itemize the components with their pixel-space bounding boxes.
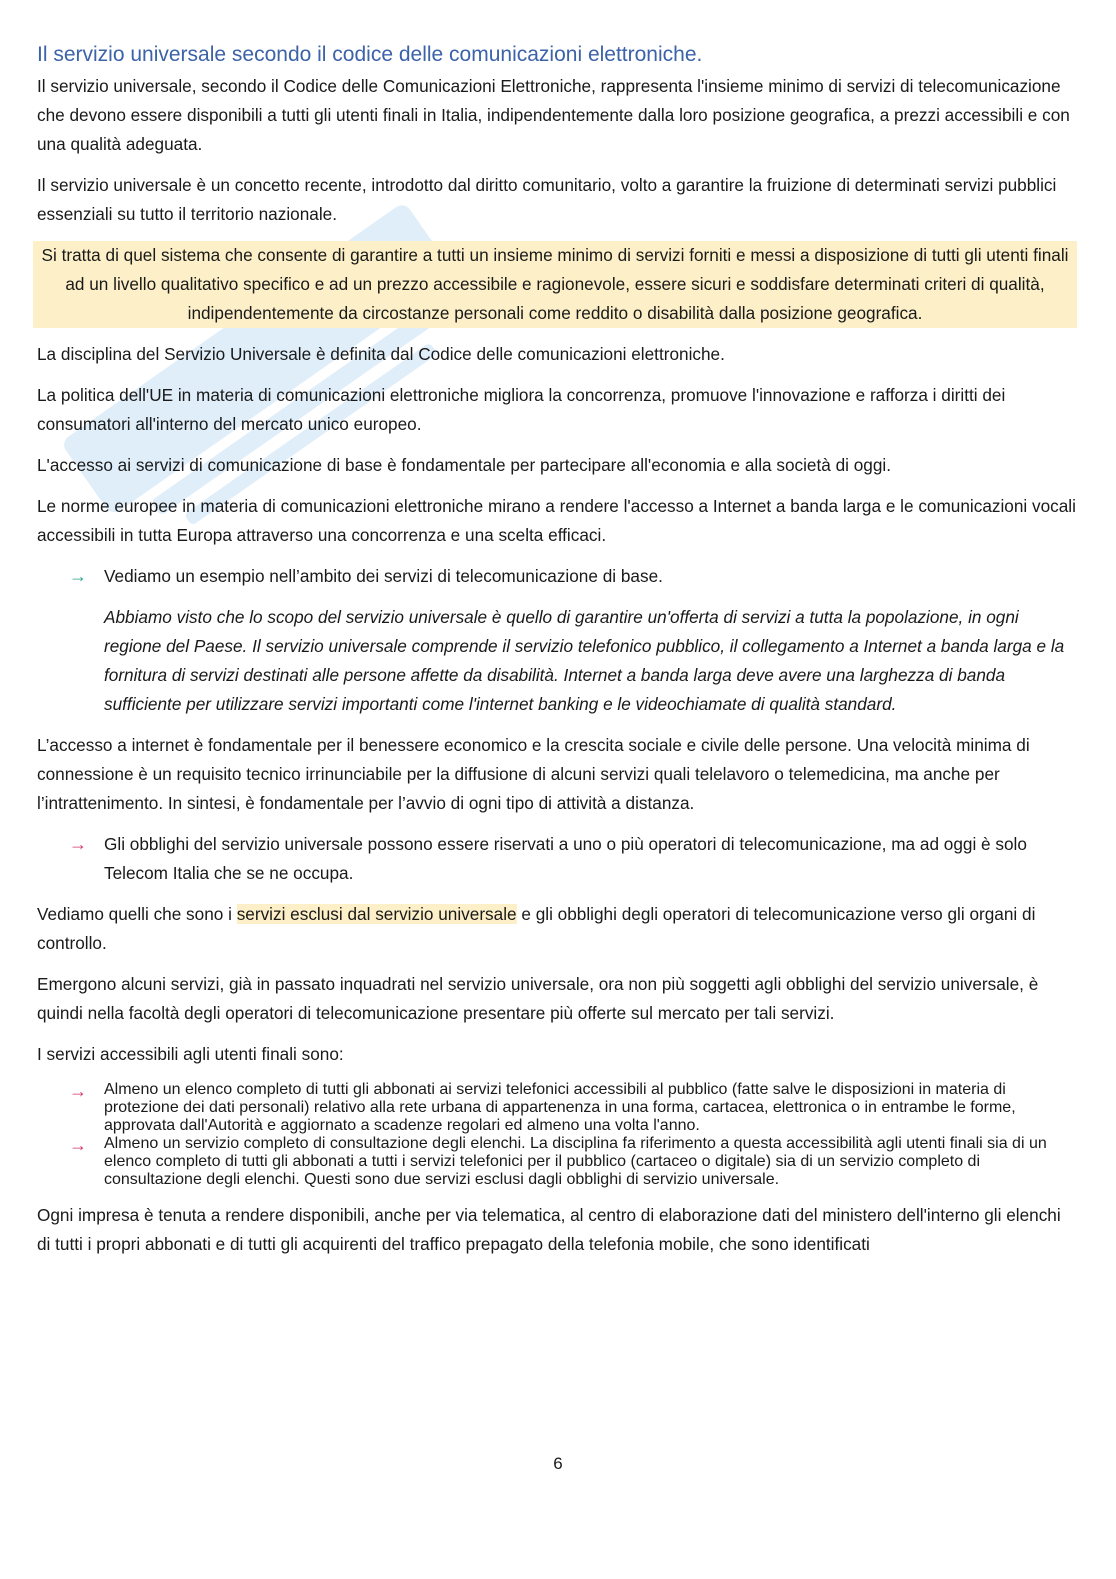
paragraph-8-end: e gli obblighi degli operatori di telecomunicazione verso gli organi di controllo. (37, 904, 1036, 953)
services-list (37, 1081, 1077, 1189)
paragraph-11: Ogni impresa è tenuta a rendere disponibili, anche per via telematica, al centro di elaborazione dati del ministero dell'interno gli elenchi di tutti i propri abbonati e di tutti gli acquirenti del traffico prepagato della telefonia mobile, che sono identificati (37, 1205, 1061, 1254)
paragraph-7: L’accesso a internet è fondamentale per il benessere economico e la crescita sociale e civile delle persone. Una velocità minima di connessione è un requisito tecnico irrinunciabile per la diffusione di alcuni servizi quali telelavoro o telemedicina, ma anche per l’intrattenimento. In sintesi, è fondamentale per l’avvio di ogni tipo di attività a distanza. (37, 735, 1030, 813)
paragraph-2: Il servizio universale è un concetto recente, introdotto dal diritto comunitario, volto a garantire la fruizione di determinati servizi pubblici essenziali su tutto il territorio nazionale. (37, 175, 1057, 224)
paragraph-4: La politica dell'UE in materia di comunicazioni elettroniche migliora la concorrenza, promuove l'innovazione e rafforza i diritti dei consumatori all'interno del mercato unico europeo. (37, 385, 1006, 434)
page-number: 6 (553, 1454, 563, 1473)
paragraph-3: La disciplina del Servizio Universale è definita dal Codice delle comunicazioni elettroniche. (37, 344, 725, 364)
paragraph-8-start: Vediamo quelli che sono i (37, 904, 237, 924)
arrow-right-icon: → (69, 1135, 87, 1155)
bullet-text: Vediamo un esempio nell’ambito dei servizi di telecomunicazione di base. (104, 566, 663, 586)
paragraph-8 (37, 900, 1077, 958)
paragraph-9: Emergono alcuni servizi, già in passato inquadrati nel servizio universale, ora non più soggetti agli obblighi del servizio universale, è quindi nella facoltà degli operatori di telecomunicazione presentare più offerte sul mercato per tali servizi. (37, 974, 1039, 1023)
bullet-text: Gli obblighi del servizio universale possono essere riservati a uno o più operatori di telecomunicazione, ma ad oggi è solo Telecom Italia che se ne occupa. (104, 834, 1027, 883)
highlighted-callout: Si tratta di quel sistema che consente di garantire a tutti un insieme minimo di servizi forniti e messi a disposizione di tutti gli utenti finali ad un livello qualitativo specifico e ad un prezzo accessibile e ragionevole, essere sicuri e soddisfare determinati criteri di qualità, indipendentemente da circostanze personali come reddito o disabilità dalla posizione geografica. (33, 241, 1077, 328)
paragraph-5: L'accesso ai servizi di comunicazione di base è fondamentale per partecipare all'economia e alla società di oggi. (37, 455, 892, 475)
arrow-right-icon: → (69, 566, 87, 586)
list-item (37, 1135, 1077, 1189)
list-item (37, 1081, 1077, 1135)
arrow-right-icon: → (69, 834, 87, 854)
bullet-obligations (37, 830, 1077, 888)
list-item-text: Almeno un elenco completo di tutti gli abbonati ai servizi telefonici accessibili al pubblico (fatte salve le disposizioni in materia di protezione dei dati personali) relativo alla rete urbana di appartenenza in una forma, cartacea, elettronica o in entrambe le forme, approvata dall'Autorità e aggiornato a scadenze regolari ed almeno una volta l'anno. (104, 1081, 1016, 1134)
list-item-text: Almeno un servizio completo di consultazione degli elenchi. La disciplina fa riferimento a questa accessibilità agli utenti finali sia di un elenco completo di tutti gli abbonati a tutti i servizi telefonici per il pubblico (cartaceo o digitale) sia di un servizio completo di consultazione degli elenchi. Questi sono due servizi esclusi dagli obblighi di servizio universale. (104, 1135, 1047, 1188)
arrow-right-icon: → (69, 1081, 87, 1101)
section-heading: Il servizio universale secondo il codice delle comunicazioni elettroniche. (37, 43, 703, 66)
bullet-example (37, 562, 1077, 591)
italic-quote: Abbiamo visto che lo scopo del servizio universale è quello di garantire un'offerta di servizi a tutta la popolazione, in ogni regione del Paese. Il servizio universale comprende il servizio telefonico pubblico, il collegamento a Internet a banda larga e la fornitura di servizi destinati alle persone affette da disabilità. Internet a banda larga deve avere una larghezza di banda sufficiente per utilizzare servizi importanti come l'internet banking e le videochiamate di qualità standard. (104, 607, 1065, 714)
highlighted-phrase: servizi esclusi dal servizio universale (236, 904, 517, 924)
paragraph-6: Le norme europee in materia di comunicazioni elettroniche mirano a rendere l'accesso a Internet a banda larga e le comunicazioni vocali accessibili in tutta Europa attraverso una concorrenza e una scelta efficaci. (37, 496, 1076, 545)
document-page (37, 42, 1077, 1271)
paragraph-10: I servizi accessibili agli utenti finali sono: (37, 1044, 344, 1064)
paragraph-1: Il servizio universale, secondo il Codice delle Comunicazioni Elettroniche, rappresenta l'insieme minimo di servizi di telecomunicazione che devono essere disponibili a tutti gli utenti finali in Italia, indipendentemente dalla loro posizione geografica, a prezzi accessibili e con una qualità adeguata. (37, 76, 1070, 154)
